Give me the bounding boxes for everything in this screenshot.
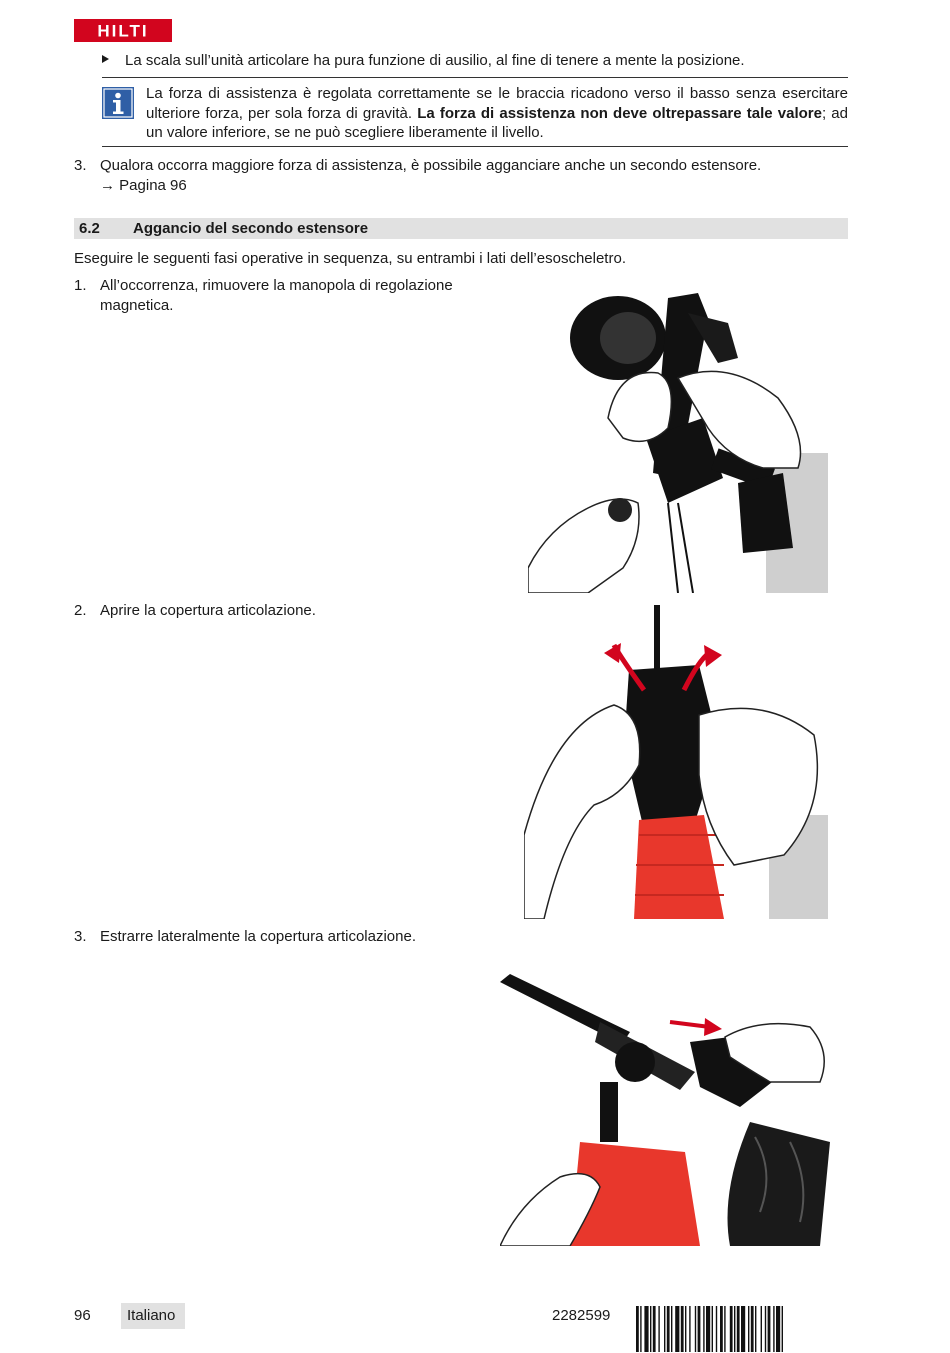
info-icon <box>102 87 134 119</box>
step-item <box>74 601 494 623</box>
divider-info <box>102 146 848 147</box>
language-label: Italiano <box>127 1307 176 1324</box>
step-number: 3. <box>74 157 87 174</box>
step-text: Aprire la copertura articolazione. <box>100 602 316 619</box>
step-number: 3. <box>74 928 87 945</box>
bullet-triangle-icon <box>102 55 109 63</box>
illustration-remove-magnetic-knob <box>528 288 828 593</box>
step-text: All’occorrenza, rimuovere la manopola di regolazione magnetica. <box>100 277 453 314</box>
step-item <box>74 276 494 318</box>
step-item <box>74 927 494 949</box>
document-code: 2282599 <box>552 1307 611 1324</box>
page-reference: → Pagina 96 <box>100 177 187 194</box>
logo-text: HILTI <box>97 21 149 41</box>
illustration-slide-out-joint-cover <box>500 972 832 1246</box>
step-item <box>74 156 848 198</box>
page-number: 96 <box>74 1307 91 1324</box>
step-text: Qualora occorra maggiore forza di assistenza, è possibile agganciare anche un secondo estensore. <box>100 157 762 174</box>
language-badge <box>121 1303 185 1329</box>
illustration-open-joint-cover <box>524 605 828 919</box>
section-number: 6.2 <box>79 220 100 237</box>
info-note-text: La forza di assistenza è regolata correttamente se le braccia ricadono verso il basso senza esercitare ulteriore forza, per sola forza di gravità. La forza di assistenza non deve oltrepassare tale valore; ad un valore inferiore, se ne può scegliere liberamente il livello. <box>146 85 848 141</box>
barcode <box>636 1306 848 1352</box>
hilti-logo <box>74 19 172 42</box>
divider-top <box>102 77 848 78</box>
bullet-text: La scala sull’unità articolare ha pura funzione di ausilio, al fine di tenere a mente la posizione. <box>125 52 745 69</box>
section-heading <box>74 218 848 239</box>
step-number: 1. <box>74 277 87 294</box>
section-title: Aggancio del secondo estensore <box>133 220 369 237</box>
bullet-item <box>102 52 745 69</box>
step-text: Estrarre lateralmente la copertura articolazione. <box>100 928 416 945</box>
intro-text: Eseguire le seguenti fasi operative in sequenza, su entrambi i lati dell’esoscheletro. <box>74 250 626 267</box>
step-number: 2. <box>74 602 87 619</box>
